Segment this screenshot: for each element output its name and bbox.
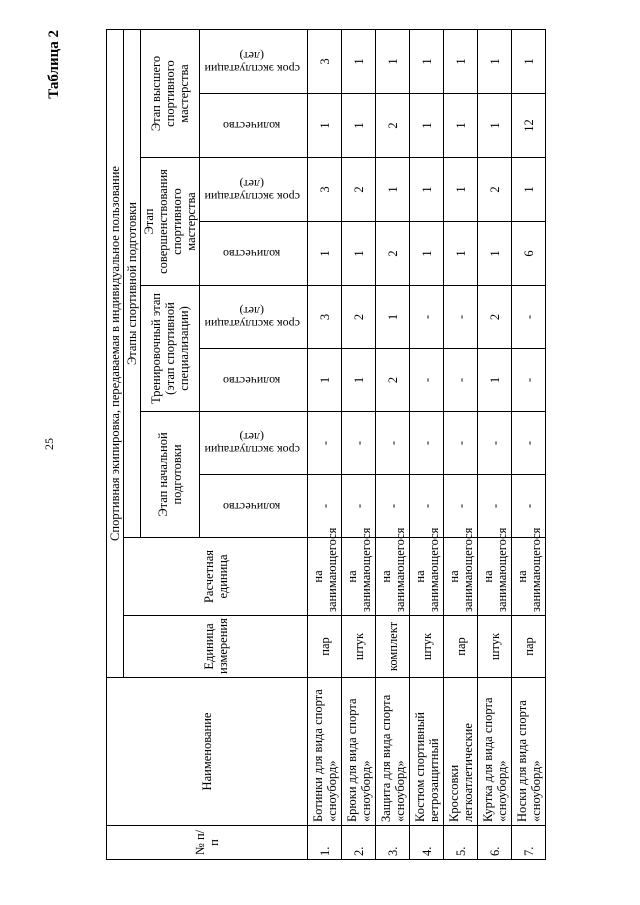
item-quantity: 1 <box>478 222 512 286</box>
item-term: - <box>410 412 444 475</box>
table-row <box>410 30 444 860</box>
item-term: 1 <box>444 158 478 222</box>
header-qty <box>200 222 308 286</box>
item-term: 2 <box>342 158 376 222</box>
item-calc-unit: на занимающегося <box>342 538 376 616</box>
item-name: Защита для вида спорта «сноуборд» <box>376 678 410 826</box>
item-term: 1 <box>478 30 512 94</box>
item-quantity: 1 <box>342 349 376 412</box>
item-calc-unit: на занимающегося <box>308 538 342 616</box>
item-quantity: - <box>376 475 410 538</box>
item-quantity: - <box>478 475 512 538</box>
item-quantity: 6 <box>512 222 546 286</box>
table-row <box>478 30 512 860</box>
item-term: - <box>410 286 444 349</box>
item-quantity: 1 <box>410 94 444 158</box>
equipment-table <box>106 29 546 860</box>
item-term: - <box>444 286 478 349</box>
header-no: № п/п <box>107 826 308 860</box>
item-term: 2 <box>478 158 512 222</box>
item-quantity: 1 <box>308 349 342 412</box>
item-term: 1 <box>342 30 376 94</box>
item-unit: штук <box>410 616 444 678</box>
table-title: Таблица 2 <box>46 30 62 99</box>
item-calc-unit: на занимающегося <box>478 538 512 616</box>
item-quantity: - <box>512 475 546 538</box>
item-quantity: 12 <box>512 94 546 158</box>
item-term: 3 <box>308 286 342 349</box>
item-unit: штук <box>342 616 376 678</box>
row-number: 7. <box>512 826 546 860</box>
item-name: Костюм спортивный ветрозащитный <box>410 678 444 826</box>
header-qty-text: количество <box>223 373 281 388</box>
item-term: 1 <box>376 158 410 222</box>
table-row <box>512 30 546 860</box>
item-quantity: - <box>512 349 546 412</box>
header-term-text: срок эксплуатации (лет) <box>204 304 300 332</box>
item-name: Кроссовки легкоатлетические <box>444 678 478 826</box>
item-term: 1 <box>512 158 546 222</box>
item-quantity: 1 <box>410 222 444 286</box>
item-term: - <box>512 286 546 349</box>
item-term: 1 <box>444 30 478 94</box>
item-quantity: 1 <box>342 222 376 286</box>
item-quantity: 1 <box>308 222 342 286</box>
header-term <box>200 158 308 222</box>
item-quantity: - <box>308 475 342 538</box>
table-row <box>342 30 376 860</box>
table-body <box>308 30 546 860</box>
header-qty-text: количество <box>223 247 281 262</box>
item-quantity: - <box>410 475 444 538</box>
item-quantity: - <box>342 475 376 538</box>
item-unit: комплект <box>376 616 410 678</box>
header-qty <box>200 349 308 412</box>
header-stage: Тренировочный этап (этап спортивной специализации) <box>141 286 200 412</box>
item-term: - <box>444 412 478 475</box>
item-quantity: 1 <box>478 94 512 158</box>
item-unit: пар <box>512 616 546 678</box>
item-unit: пар <box>308 616 342 678</box>
item-quantity: - <box>444 475 478 538</box>
item-calc-unit: на занимающегося <box>410 538 444 616</box>
item-name: Куртка для вида спорта «сноуборд» <box>478 678 512 826</box>
row-number: 4. <box>410 826 444 860</box>
header-term <box>200 286 308 349</box>
header-qty <box>200 94 308 158</box>
item-name: Ботинки для вида спорта «сноуборд» <box>308 678 342 826</box>
row-number: 2. <box>342 826 376 860</box>
item-quantity: 1 <box>342 94 376 158</box>
item-term: - <box>478 412 512 475</box>
header-stage: Этап начальной подготовки <box>141 412 200 538</box>
item-name: Брюки для вида спорта «сноуборд» <box>342 678 376 826</box>
item-term: 1 <box>410 30 444 94</box>
header-qty-text: количество <box>223 119 281 134</box>
item-calc-unit: на занимающегося <box>444 538 478 616</box>
header-calc-unit: Расчетная единица <box>124 538 308 616</box>
header-stage: Этап высшего спортивного мастерства <box>141 30 200 158</box>
table-row <box>308 30 342 860</box>
item-quantity: - <box>444 349 478 412</box>
item-term: 3 <box>308 30 342 94</box>
header-name: Наименование <box>107 678 308 826</box>
row-number: 1. <box>308 826 342 860</box>
header-qty <box>200 475 308 538</box>
header-term <box>200 30 308 94</box>
item-quantity: 2 <box>376 349 410 412</box>
item-unit: пар <box>444 616 478 678</box>
item-term: - <box>376 412 410 475</box>
item-term: - <box>342 412 376 475</box>
header-qty-text: количество <box>223 499 281 514</box>
item-quantity: 2 <box>376 94 410 158</box>
item-name: Носки для вида спорта «сноуборд» <box>512 678 546 826</box>
item-term: 2 <box>478 286 512 349</box>
table-row <box>376 30 410 860</box>
header-unit: Единица измерения <box>124 616 308 678</box>
item-term: 1 <box>376 286 410 349</box>
item-quantity: 1 <box>444 94 478 158</box>
page-number: 25 <box>42 438 56 450</box>
item-quantity: 1 <box>444 222 478 286</box>
item-quantity: 2 <box>376 222 410 286</box>
header-term-text: срок эксплуатации (лет) <box>204 48 300 76</box>
header-term <box>200 412 308 475</box>
item-term: 1 <box>512 30 546 94</box>
item-quantity: 1 <box>478 349 512 412</box>
row-number: 3. <box>376 826 410 860</box>
item-term: 2 <box>342 286 376 349</box>
table-row <box>444 30 478 860</box>
row-number: 5. <box>444 826 478 860</box>
item-term: 1 <box>410 158 444 222</box>
item-unit: штук <box>478 616 512 678</box>
header-term-text: срок эксплуатации (лет) <box>204 176 300 204</box>
item-term: - <box>512 412 546 475</box>
item-term: 3 <box>308 158 342 222</box>
header-stages-title: Этапы спортивной подготовки <box>124 30 141 538</box>
item-term: - <box>308 412 342 475</box>
item-quantity: 1 <box>308 94 342 158</box>
item-calc-unit: на занимающегося <box>376 538 410 616</box>
item-calc-unit: на занимающегося <box>512 538 546 616</box>
item-term: 1 <box>376 30 410 94</box>
item-quantity: - <box>410 349 444 412</box>
header-stage: Этап совершенствования спортивного мастерства <box>141 158 200 286</box>
row-number: 6. <box>478 826 512 860</box>
header-group: Спортивная экипировка, передаваемая в индивидуальное пользование <box>107 30 124 678</box>
header-term-text: срок эксплуатации (лет) <box>204 430 300 458</box>
